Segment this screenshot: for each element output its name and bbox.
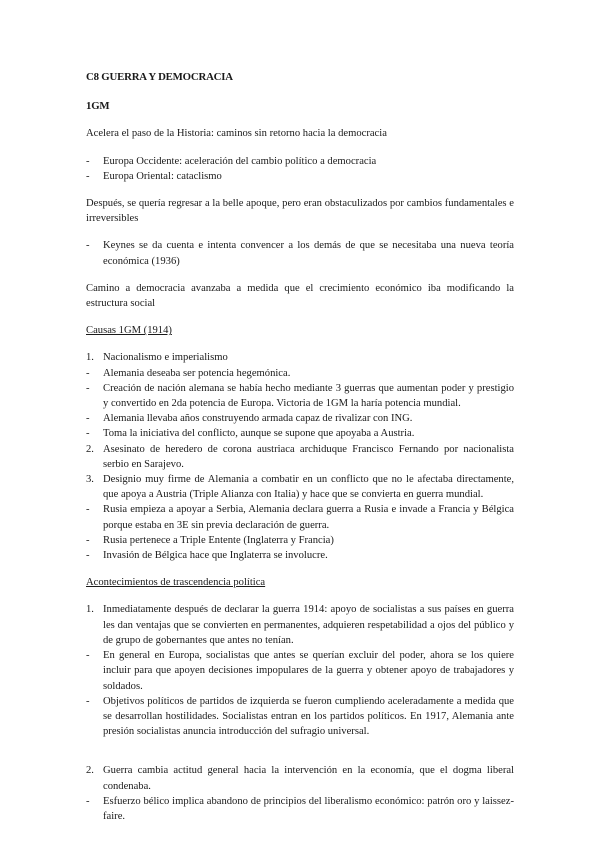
list-item: - Europa Occidente: aceleración del cambio político a democracia xyxy=(86,155,377,167)
list-item: - Alemania llevaba años construyendo armada capaz de rivalizar con ING. xyxy=(86,413,413,425)
list-item: - Europa Oriental: cataclismo xyxy=(86,170,222,182)
list-item: 1. Inmediatamente después de declarar la guerra 1914: apoyo de socialistas a sus países en guerra les dan ventajas que se convierten en permanentes, adquieren respetabilidad a ojos del público y de grupo de gobernantes que antes no tenían. xyxy=(86,604,514,646)
europe-list xyxy=(86,154,514,184)
intro-paragraph: Acelera el paso de la Historia: caminos sin retorno hacia la democracia xyxy=(86,128,387,140)
belle-epoque-paragraph: Después, se quería regresar a la belle apoque, pero eran obstaculizados por cambios fundamentales e irreversibles xyxy=(86,198,514,225)
list-item: - Rusia pertenece a Triple Entente (Inglaterra y Francia) xyxy=(86,534,334,546)
list-item: 3. Designio muy firme de Alemania a combatir en un conflicto que no le afectaba directamente, que apoya a Austria (Triple Alianza con Italia) y hace que se convierta en guerra mundial. xyxy=(86,474,514,501)
causas-heading: Causas 1GM (1914) xyxy=(86,325,172,337)
list-item: - Esfuerzo bélico implica abandono de principios del liberalismo económico: patrón oro y laissez-faire. xyxy=(86,795,514,822)
document-title: C8 GUERRA Y DEMOCRACIA xyxy=(86,71,233,83)
list-item: 2. Guerra cambia actitud general hacia la intervención en la economía, que el dogma liberal condenaba. xyxy=(86,765,514,792)
list-item: 1. Nacionalismo e imperialismo xyxy=(86,352,228,364)
causas-list xyxy=(86,350,514,563)
list-item: - En general en Europa, socialistas que antes se querían excluir del poder, ahora se los quiere incluir para que apoyen decisiones impopulares de la guerra y obtener apoyo de trabajadores y soldados. xyxy=(86,650,514,692)
spacer xyxy=(86,751,514,763)
list-item: - Alemania deseaba ser potencia hegemónica. xyxy=(86,367,291,379)
list-item: - Creación de nación alemana se había hecho mediante 3 guerras que aumentan poder y prestigio y convertido en 2da potencia de Europa. Victoria de 1GM la haría potencia mundial. xyxy=(86,382,514,410)
list-item: 2. Asesinato de heredero de corona austriaca archiduque Francisco Fernando por nacionalista serbio en Sarajevo. xyxy=(86,443,514,470)
list-item: - Toma la iniciativa del conflicto, aunque se supone que apoyaba a Austria. xyxy=(86,428,415,440)
keynes-list xyxy=(86,238,514,268)
acontecimientos-list-1 xyxy=(86,602,514,739)
list-item: - Keynes se da cuenta e intenta convencer a los demás de que se necesitaba una nueva teoría económica (1936) xyxy=(86,240,514,267)
camino-paragraph: Camino a democracia avanzaba a medida que el crecimiento económico iba modificando la estructura social xyxy=(86,282,514,310)
acontecimientos-list-2 xyxy=(86,763,514,824)
section-heading-1gm: 1GM xyxy=(86,100,110,113)
acontecimientos-heading: Acontecimientos de trascendencia política xyxy=(86,577,266,589)
list-item: - Invasión de Bélgica hace que Inglaterra se involucre. xyxy=(86,550,328,562)
list-item: - Rusia empieza a apoyar a Serbia, Alemania declara guerra a Rusia e invade a Francia y Bélgica porque estaba en 3E sin previa declaración de guerra. xyxy=(86,504,514,531)
list-item: - Objetivos políticos de partidos de izquierda se fueron cumpliendo aceleradamente a medida que se desarrollan hostilidades. Socialistas entran en los partidos políticos. En 1917, Alemania ante presión socialistas anuncia introducción del sufragio universal. xyxy=(86,695,514,738)
document-content xyxy=(86,70,514,836)
